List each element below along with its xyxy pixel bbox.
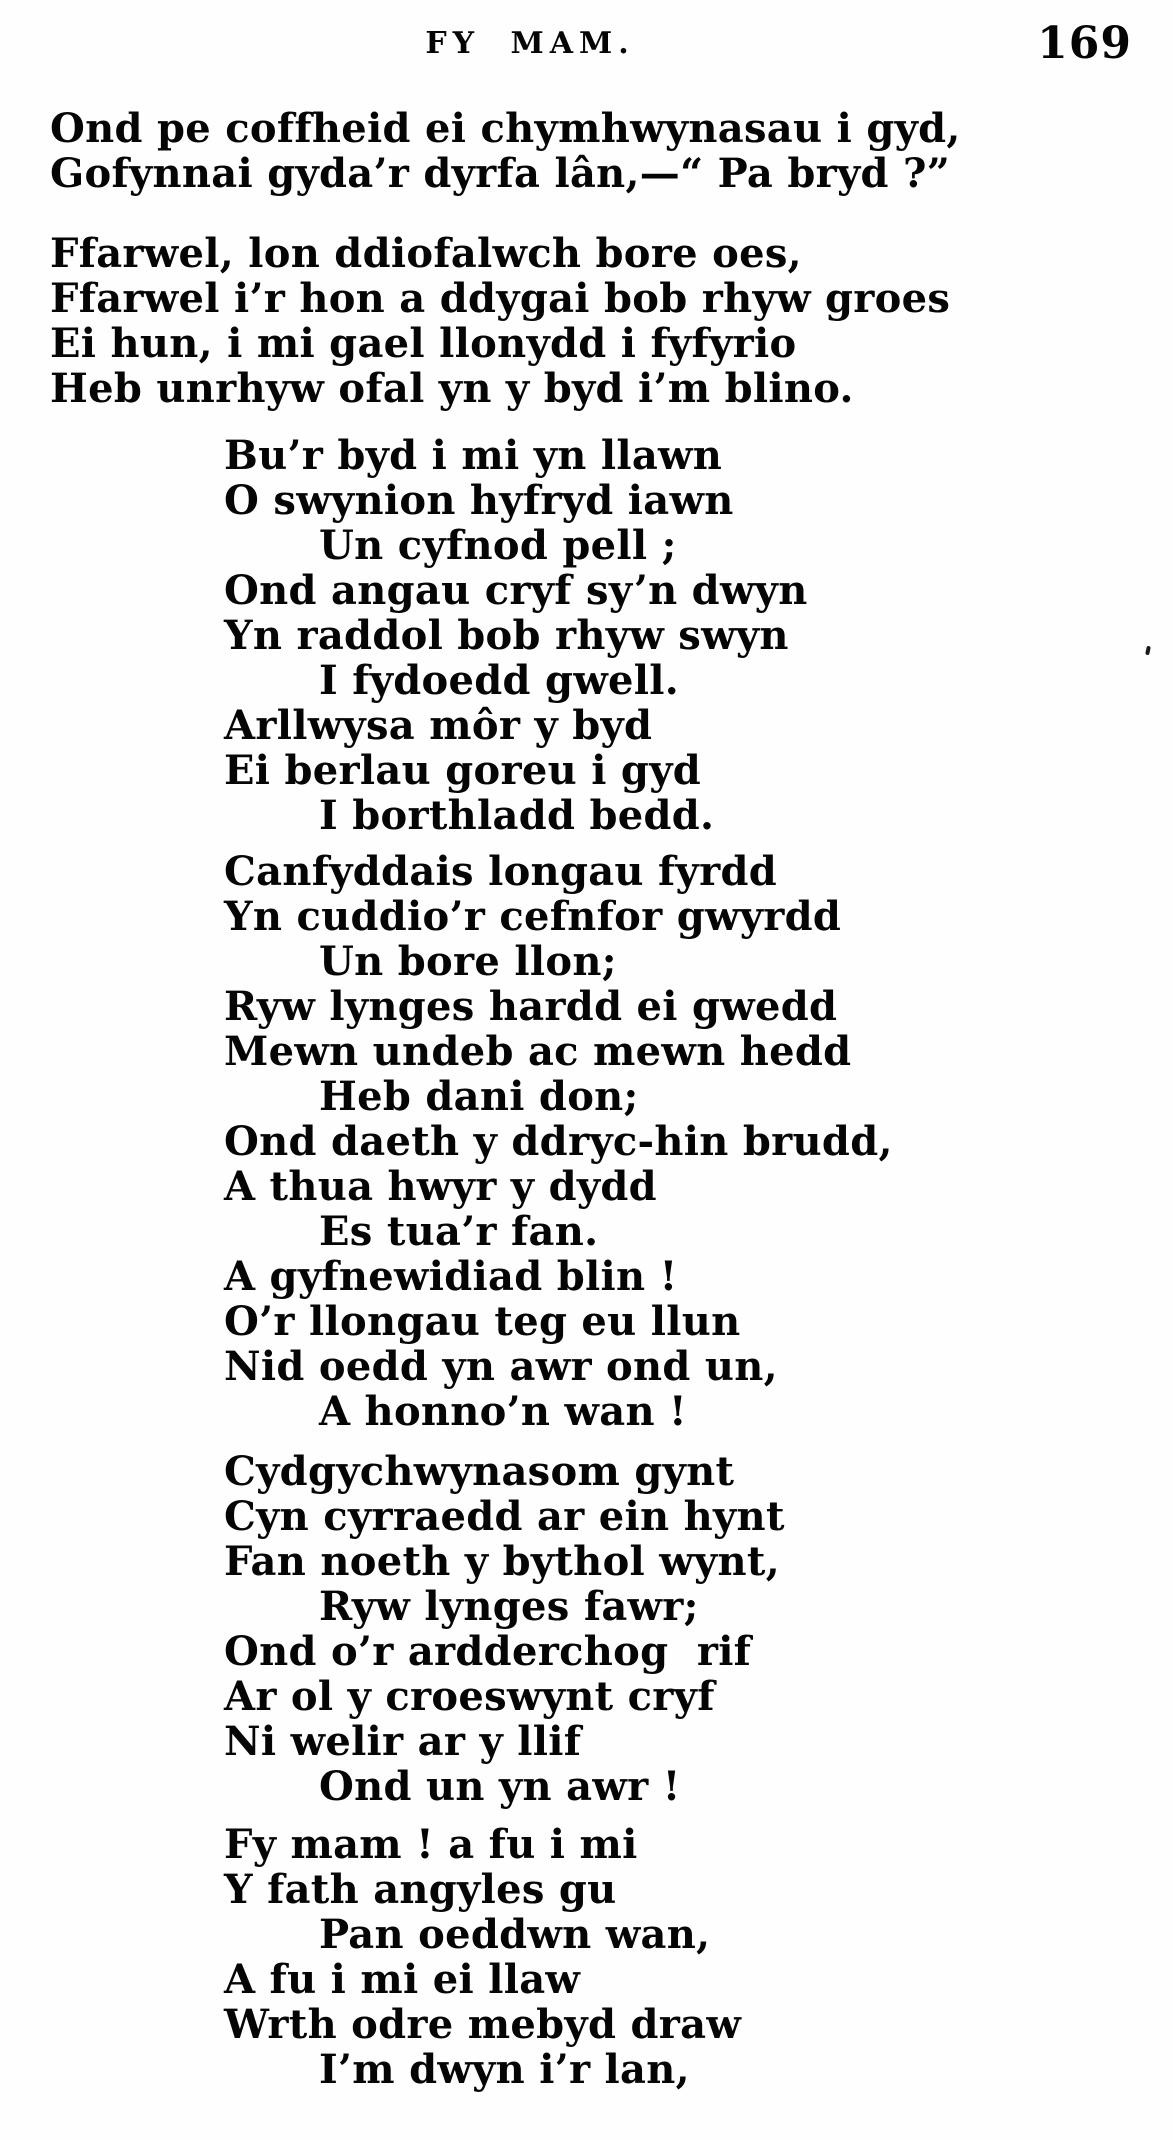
poem-line: Wrth odre mebyd draw — [224, 2001, 742, 2048]
poem-line: Yn cuddio’r cefnfor gwyrdd — [224, 893, 842, 940]
page-number: 169 — [1037, 18, 1132, 69]
poem-line: A gyfnewidiad blin ! — [224, 1253, 678, 1300]
poem-line: Ond o’r ardderchog rif — [224, 1628, 752, 1675]
poem-line: Ffarwel i’r hon a ddygai bob rhyw groes — [50, 275, 951, 322]
poem-line: Ei berlau goreu i gyd — [224, 747, 702, 794]
poem-line: Ni welir ar y llif — [224, 1718, 582, 1765]
poem-line: Heb dani don; — [319, 1073, 639, 1120]
stanza — [50, 231, 950, 411]
stanza — [224, 433, 808, 838]
poem-line: Fan noeth y bythol wynt, — [224, 1538, 780, 1585]
stanza — [50, 106, 961, 196]
poem-line: Y fath angyles gu — [224, 1866, 617, 1913]
poem-line: O swynion hyfryd iawn — [224, 477, 734, 524]
poem-line: A honno’n wan ! — [319, 1388, 687, 1435]
poem-line: I’m dwyn i’r lan, — [319, 2046, 690, 2093]
poem-line: Ryw lynges hardd ei gwedd — [224, 983, 838, 1030]
poem-line: Heb unrhyw ofal yn y byd i’m blino. — [50, 365, 854, 412]
poem-line: Bu’r byd i mi yn llawn — [224, 432, 723, 479]
poem-line: Fy mam ! a fu i mi — [224, 1821, 638, 1868]
poem-line: Ond un yn awr ! — [319, 1763, 681, 1810]
stanza — [224, 849, 893, 1434]
stanza — [224, 1822, 741, 2092]
poem-line: Ar ol y croeswynt cryf — [224, 1673, 715, 1720]
poem-line: Yn raddol bob rhyw swyn — [224, 612, 789, 659]
poem-line: Mewn undeb ac mewn hedd — [224, 1028, 852, 1075]
ink-speck-artifact — [1145, 646, 1151, 656]
poem-line: Cyn cyrraedd ar ein hynt — [224, 1493, 785, 1540]
poem-line: Canfyddais longau fyrdd — [224, 848, 777, 895]
poem-line: Un bore llon; — [319, 938, 617, 985]
poem-line: Arllwysa môr y byd — [224, 702, 653, 749]
poem-line: Ffarwel, lon ddiofalwch bore oes, — [50, 230, 802, 277]
poem-line: Gofynnai gyda’r dyrfa lân,—“ Pa bryd ?” — [50, 150, 951, 197]
poem-line: Ond pe coffheid ei chymhwynasau i gyd, — [50, 105, 961, 152]
poem-line: I borthladd bedd. — [319, 792, 715, 839]
poem-line: Cydgychwynasom gynt — [224, 1448, 735, 1495]
poem-line: A fu i mi ei llaw — [224, 1956, 581, 2003]
poem-line: Ei hun, i mi gael llonydd i fyfyrio — [50, 320, 797, 367]
stanza — [224, 1449, 785, 1809]
poem-line: Es tua’r fan. — [319, 1208, 599, 1255]
poem-line: Pan oeddwn wan, — [319, 1911, 711, 1958]
poem-line: O’r llongau teg eu llun — [224, 1298, 741, 1345]
poem-line: Un cyfnod pell ; — [319, 522, 677, 569]
poem-line: Nid oedd yn awr ond un, — [224, 1343, 778, 1390]
poem-line: Ryw lynges fawr; — [319, 1583, 699, 1630]
poem-line: Ond daeth y ddryc-hin brudd, — [224, 1118, 893, 1165]
poem-line: A thua hwyr y dydd — [224, 1163, 657, 1210]
running-title: FY MAM. — [425, 26, 635, 61]
poem-line: Ond angau cryf sy’n dwyn — [224, 567, 808, 614]
poem-line: I fydoedd gwell. — [319, 657, 680, 704]
